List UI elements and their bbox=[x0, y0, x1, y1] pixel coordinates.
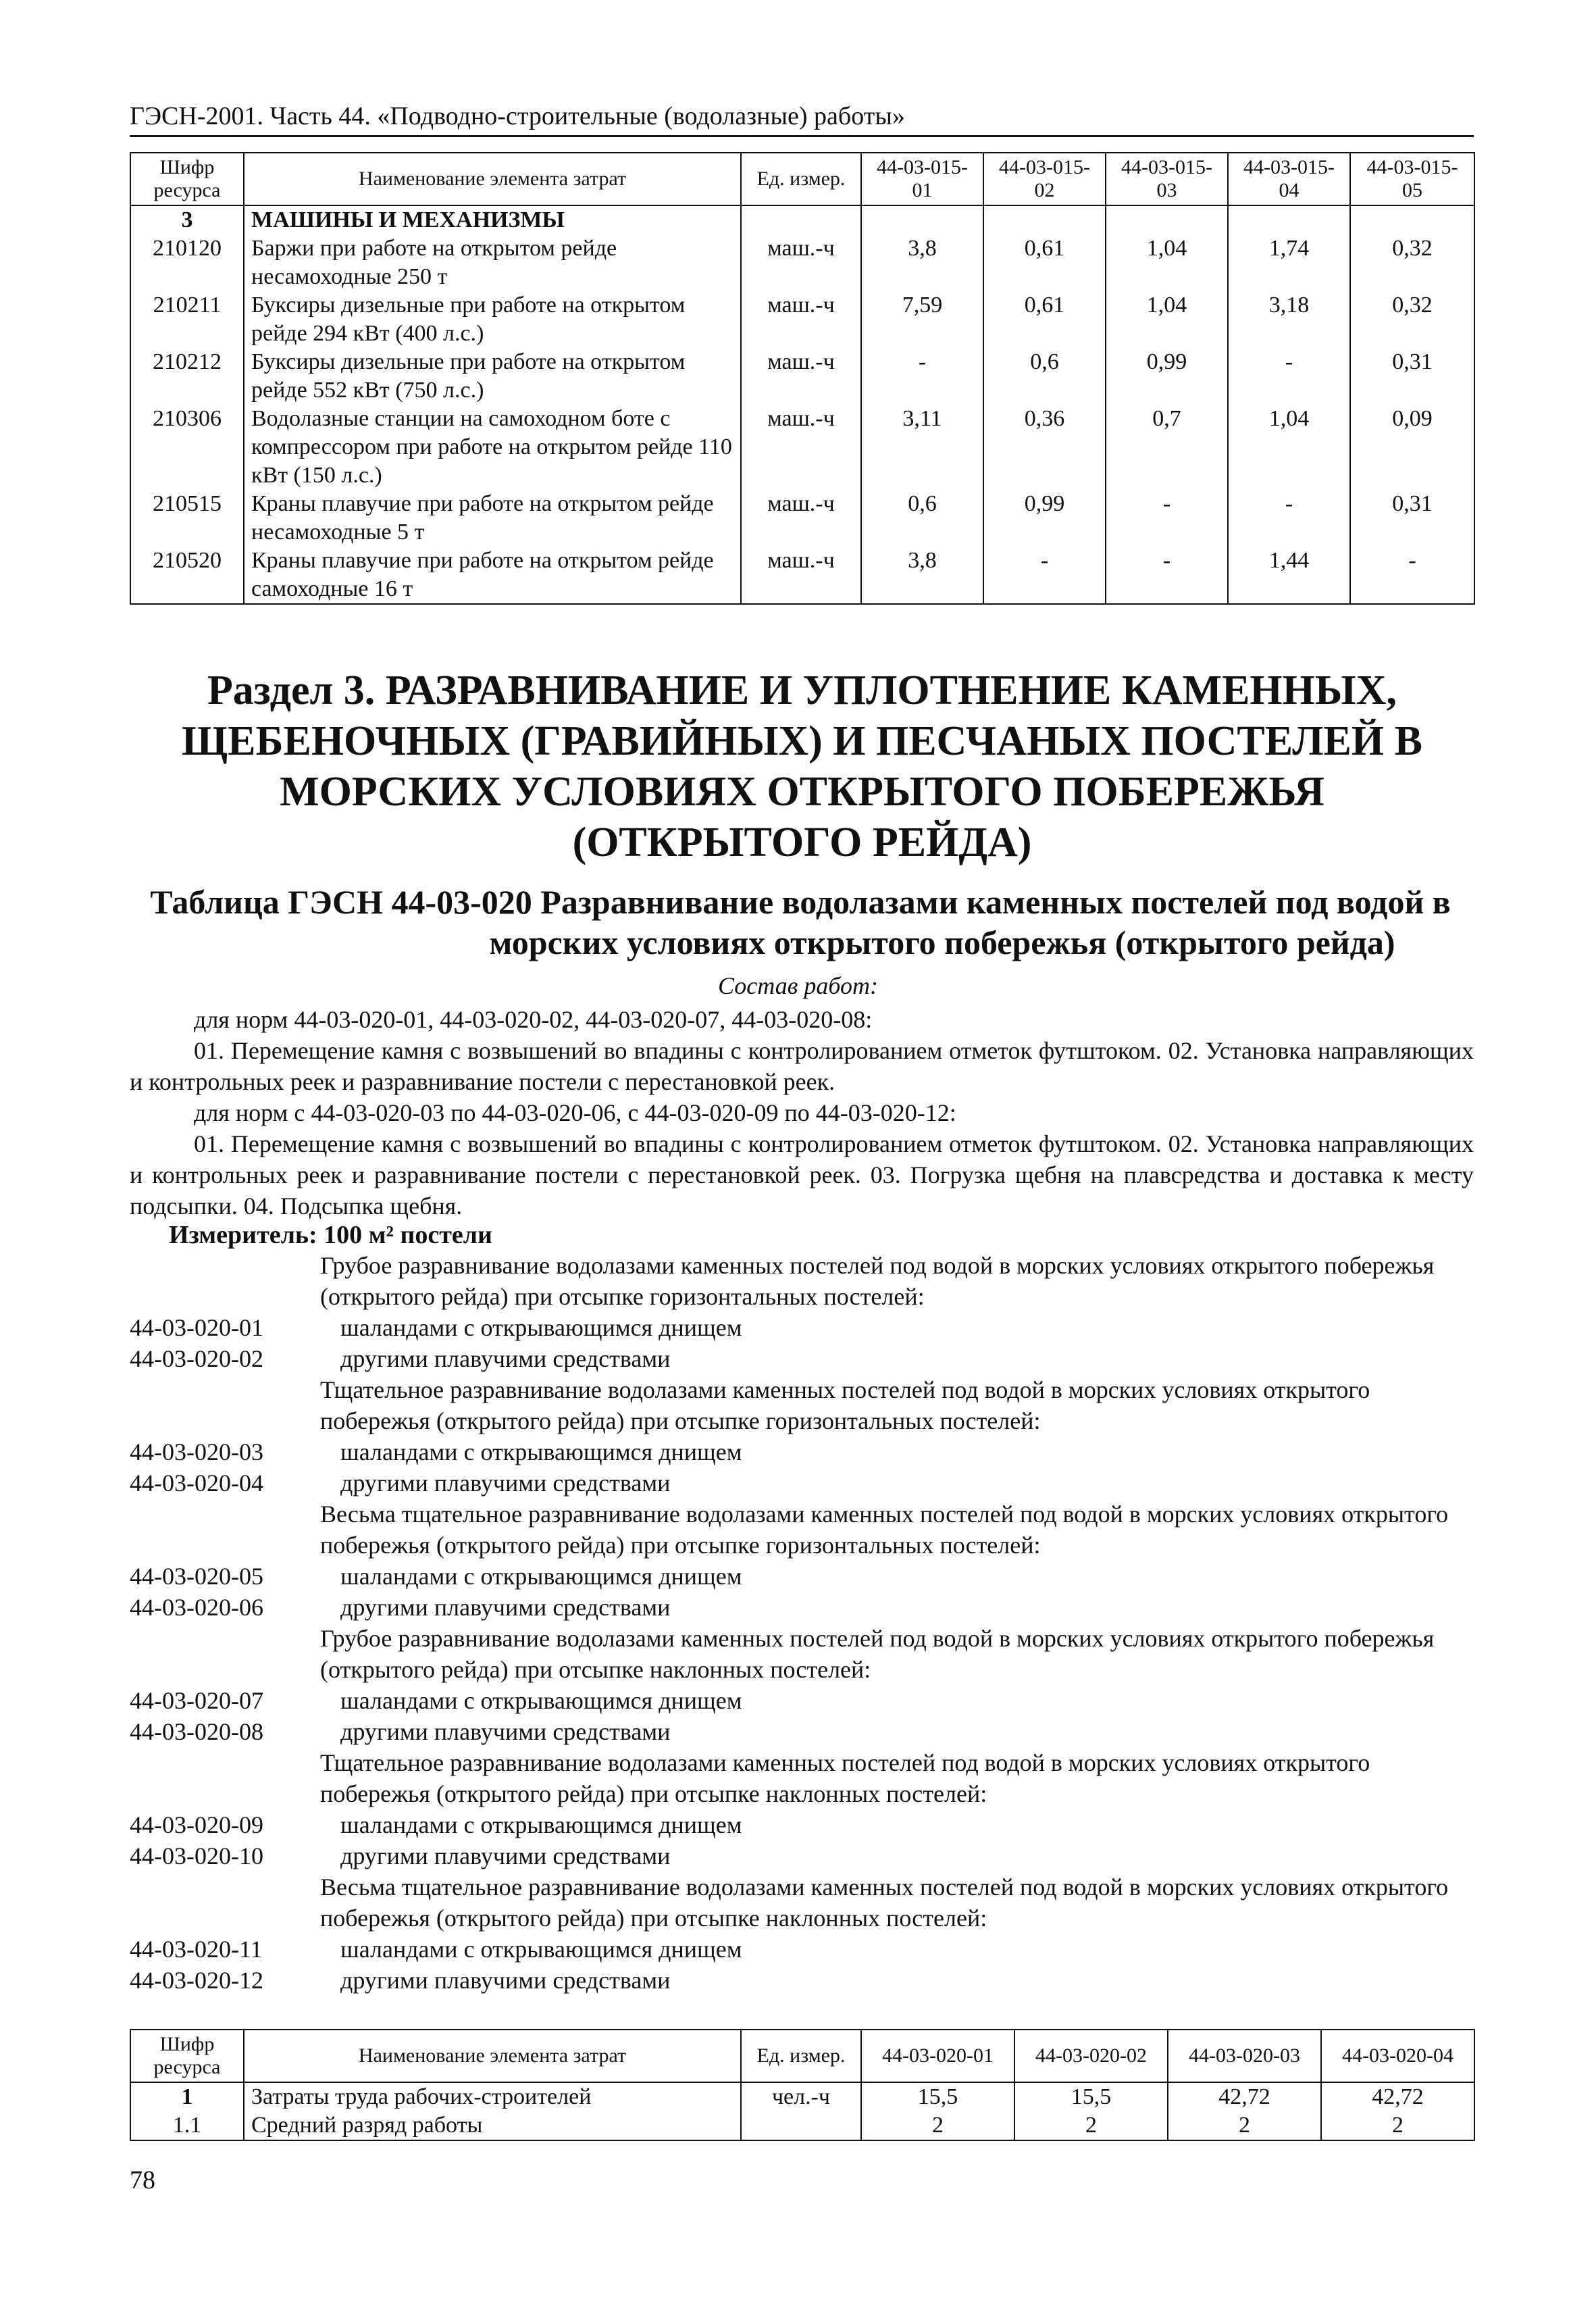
section-title: Раздел 3. РАЗРАВНИВАНИЕ И УПЛОТНЕНИЕ КАМЕННЫХ, ЩЕБЕНОЧНЫХ (ГРАВИЙНЫХ) И ПЕСЧАНЫХ ПОСТЕЛЕЙ В МОРСКИХ УСЛОВИЯХ ОТКРЫТОГО ПОБЕРЕЖЬЯ (ОТКРЫТОГО РЕЙДА) bbox=[182, 668, 1422, 865]
header-unit: Ед. измер. bbox=[741, 153, 861, 205]
resource-name: Водолазные станции на самоходном боте с компрессором при работе на открытом рейде 110 кВт (150 л.с.) bbox=[244, 405, 741, 490]
norm-code: 44-03-020-10 bbox=[130, 1842, 263, 1869]
list-item bbox=[130, 1467, 1474, 1499]
cell-value: 3,8 bbox=[861, 547, 983, 604]
cell-value: 0,61 bbox=[983, 291, 1106, 348]
norm-name: шаландами с открывающимся днищем bbox=[340, 1438, 742, 1465]
cell-value: 0,09 bbox=[1350, 405, 1474, 490]
list-item bbox=[130, 1312, 1474, 1343]
norm-name: шаландами с открывающимся днищем bbox=[340, 1687, 742, 1714]
resource-code: 210515 bbox=[130, 490, 244, 547]
header-norm: 44-03-020-03 bbox=[1168, 2030, 1321, 2082]
cell-value: 1,44 bbox=[1228, 547, 1350, 604]
composition-group-1-text: 01. Перемещение камня с возвышений во впадины с контролированием отметок футштоком. 02. Установка направляющих и контрольных реек и разравнивание постели с перестановкой реек. bbox=[130, 1037, 1474, 1095]
list-item bbox=[130, 1965, 1474, 1996]
norm-code: 44-03-020-12 bbox=[130, 1967, 263, 1994]
table-row bbox=[130, 405, 1474, 490]
norm-code: 44-03-020-08 bbox=[130, 1718, 263, 1745]
cell-value: 42,72 bbox=[1321, 2082, 1474, 2111]
cell-value: 0,99 bbox=[1106, 348, 1228, 405]
resource-code: 1 bbox=[130, 2082, 244, 2111]
table-title-line-2: морских условиях открытого побережья (открытого рейда) bbox=[489, 924, 1395, 961]
header-unit: Ед. измер. bbox=[741, 2030, 861, 2082]
resource-name: Буксиры дизельные при работе на открытом рейде 552 кВт (750 л.с.) bbox=[244, 348, 741, 405]
resource-unit: маш.-ч bbox=[741, 348, 861, 405]
header-cost-element: Наименование элемента затрат bbox=[244, 2030, 741, 2082]
resource-code: 210520 bbox=[130, 547, 244, 604]
header-norm: 44-03-015-02 bbox=[983, 153, 1106, 205]
cell-value: 15,5 bbox=[1014, 2082, 1168, 2111]
cell-value: - bbox=[1106, 490, 1228, 547]
norm-name: шаландами с открывающимся днищем bbox=[340, 1314, 742, 1341]
cell-value: - bbox=[1106, 547, 1228, 604]
norm-code: 44-03-020-11 bbox=[130, 1936, 263, 1963]
cell-value: 42,72 bbox=[1168, 2082, 1321, 2111]
header-resource-code: Шифр ресурса bbox=[130, 153, 244, 205]
cell-value: 2 bbox=[1321, 2111, 1474, 2140]
header-norm: 44-03-015-05 bbox=[1350, 153, 1474, 205]
cell-value: 0,99 bbox=[983, 490, 1106, 547]
cell-value: 0,32 bbox=[1350, 234, 1474, 291]
cell-value: 0,31 bbox=[1350, 348, 1474, 405]
list-item bbox=[130, 1561, 1474, 1592]
cell-value: 2 bbox=[861, 2111, 1014, 2140]
norm-group-description: Тщательное разравнивание водолазами каменных постелей под водой в морских условиях открытого побережья (открытого рейда) при отсыпке горизонтальных постелей: bbox=[320, 1376, 1370, 1434]
cell-value: 0,31 bbox=[1350, 490, 1474, 547]
norm-code: 44-03-020-09 bbox=[130, 1811, 263, 1838]
norm-name: другими плавучими средствами bbox=[340, 1594, 671, 1621]
header-cost-element: Наименование элемента затрат bbox=[244, 153, 741, 205]
norm-list bbox=[130, 1250, 1474, 1996]
norm-group-description: Весьма тщательное разравнивание водолазами каменных постелей под водой в морских условиях открытого побережья (открытого рейда) при отсыпке горизонтальных постелей: bbox=[320, 1501, 1449, 1559]
table-title bbox=[149, 882, 1452, 963]
resource-name: Затраты труда рабочих-строителей bbox=[244, 2082, 741, 2111]
resource-name: Краны плавучие при работе на открытом рейде самоходные 16 т bbox=[244, 547, 741, 604]
table-row bbox=[130, 234, 1474, 291]
list-item bbox=[130, 1685, 1474, 1716]
header-norm: 44-03-020-04 bbox=[1321, 2030, 1474, 2082]
table-row bbox=[130, 2111, 1474, 2140]
table-row bbox=[130, 547, 1474, 604]
cell-value: - bbox=[1228, 490, 1350, 547]
resource-code: 210211 bbox=[130, 291, 244, 348]
norm-code: 44-03-020-05 bbox=[130, 1563, 263, 1590]
resource-code: 1.1 bbox=[130, 2111, 244, 2140]
cell-value: 1,04 bbox=[1106, 291, 1228, 348]
header-norm: 44-03-015-03 bbox=[1106, 153, 1228, 205]
cell-value: - bbox=[1228, 348, 1350, 405]
resource-code: 210212 bbox=[130, 348, 244, 405]
measurer: Измеритель: 100 м² постели bbox=[169, 1221, 492, 1249]
norm-name: другими плавучими средствами bbox=[340, 1718, 671, 1745]
cell-value: 1,04 bbox=[1228, 405, 1350, 490]
norm-name: шаландами с открывающимся днищем bbox=[340, 1563, 742, 1590]
header-norm: 44-03-020-01 bbox=[861, 2030, 1014, 2082]
list-item bbox=[130, 1934, 1474, 1965]
table-row bbox=[130, 490, 1474, 547]
list-item bbox=[130, 1592, 1474, 1623]
header-norm: 44-03-020-02 bbox=[1014, 2030, 1168, 2082]
cell-value: 1,04 bbox=[1106, 234, 1228, 291]
page-number: 78 bbox=[130, 2166, 155, 2194]
header-norm: 44-03-015-04 bbox=[1228, 153, 1350, 205]
cell-value: 7,59 bbox=[861, 291, 983, 348]
cell-value: 0,6 bbox=[861, 490, 983, 547]
resource-unit: маш.-ч bbox=[741, 405, 861, 490]
norm-code: 44-03-020-07 bbox=[130, 1687, 263, 1714]
header-norm: 44-03-015-01 bbox=[861, 153, 983, 205]
cell-value: 1,74 bbox=[1228, 234, 1350, 291]
cell-value: 15,5 bbox=[861, 2082, 1014, 2111]
resource-name: Баржи при работе на открытом рейде несамоходные 250 т bbox=[244, 234, 741, 291]
norm-group-description: Весьма тщательное разравнивание водолазами каменных постелей под водой в морских условиях открытого побережья (открытого рейда) при отсыпке наклонных постелей: bbox=[320, 1873, 1449, 1932]
norm-code: 44-03-020-02 bbox=[130, 1345, 263, 1372]
table-row bbox=[130, 348, 1474, 405]
resource-code: 210120 bbox=[130, 234, 244, 291]
cell-value: 0,7 bbox=[1106, 405, 1228, 490]
norm-name: другими плавучими средствами bbox=[340, 1967, 671, 1994]
group-name: МАШИНЫ И МЕХАНИЗМЫ bbox=[244, 205, 741, 234]
resource-code: 210306 bbox=[130, 405, 244, 490]
list-item bbox=[130, 1436, 1474, 1467]
resource-name: Буксиры дизельные при работе на открытом рейде 294 кВт (400 л.с.) bbox=[244, 291, 741, 348]
machines-table bbox=[130, 152, 1475, 605]
cell-value: 0,32 bbox=[1350, 291, 1474, 348]
norm-code: 44-03-020-06 bbox=[130, 1594, 263, 1621]
cell-value: 2 bbox=[1014, 2111, 1168, 2140]
list-item bbox=[130, 1809, 1474, 1840]
norm-name: другими плавучими средствами bbox=[340, 1469, 671, 1496]
cell-value: 3,8 bbox=[861, 234, 983, 291]
cell-value: 0,36 bbox=[983, 405, 1106, 490]
composition-group-1-intro: для норм 44-03-020-01, 44-03-020-02, 44-03-020-07, 44-03-020-08: bbox=[194, 1006, 873, 1033]
composition-label: Состав работ: bbox=[718, 972, 878, 999]
norm-group-description: Грубое разравнивание водолазами каменных постелей под водой в морских условиях открытого побережья (открытого рейда) при отсыпке наклонных постелей: bbox=[320, 1625, 1435, 1683]
cell-value: - bbox=[983, 547, 1106, 604]
table-group-row bbox=[130, 205, 1474, 234]
composition-group-2-text: 01. Перемещение камня с возвышений во впадины с контролированием отметок футштоком. 02. Установка направляющих и контрольных реек и разравнивание постели с перестановкой реек. 03. Погрузка щебня на плавсредства и доставка к месту подсыпки. 04. Подсыпка щебня. bbox=[130, 1130, 1474, 1219]
cell-value: - bbox=[861, 348, 983, 405]
norm-group-description: Тщательное разравнивание водолазами каменных постелей под водой в морских условиях открытого побережья (открытого рейда) при отсыпке наклонных постелей: bbox=[320, 1749, 1370, 1807]
norm-name: шаландами с открывающимся днищем bbox=[340, 1811, 742, 1838]
group-code: 3 bbox=[130, 205, 244, 234]
composition-group-2-intro: для норм с 44-03-020-03 по 44-03-020-06, с 44-03-020-09 по 44-03-020-12: bbox=[194, 1099, 956, 1126]
list-item bbox=[130, 1343, 1474, 1374]
resource-unit: маш.-ч bbox=[741, 547, 861, 604]
norm-name: другими плавучими средствами bbox=[340, 1842, 671, 1869]
resource-name: Краны плавучие при работе на открытом рейде несамоходные 5 т bbox=[244, 490, 741, 547]
resource-unit: маш.-ч bbox=[741, 291, 861, 348]
norm-code: 44-03-020-03 bbox=[130, 1438, 263, 1465]
cell-value: 3,11 bbox=[861, 405, 983, 490]
labour-table bbox=[130, 2029, 1475, 2141]
resource-name: Средний разряд работы bbox=[244, 2111, 741, 2140]
cell-value: 2 bbox=[1168, 2111, 1321, 2140]
cell-value: 0,6 bbox=[983, 348, 1106, 405]
norm-code: 44-03-020-04 bbox=[130, 1469, 263, 1496]
resource-unit: маш.-ч bbox=[741, 490, 861, 547]
table-row bbox=[130, 2082, 1474, 2111]
cell-value: 0,61 bbox=[983, 234, 1106, 291]
cell-value: - bbox=[1350, 547, 1474, 604]
cell-value: 3,18 bbox=[1228, 291, 1350, 348]
running-header: ГЭСН-2001. Часть 44. «Подводно-строительные (водолазные) работы» bbox=[130, 101, 1474, 137]
norm-name: шаландами с открывающимся днищем bbox=[340, 1936, 742, 1963]
norm-name: другими плавучими средствами bbox=[340, 1345, 671, 1372]
header-resource-code: Шифр ресурса bbox=[130, 2030, 244, 2082]
norm-group-description: Грубое разравнивание водолазами каменных постелей под водой в морских условиях открытого побережья (открытого рейда) при отсыпке горизонтальных постелей: bbox=[320, 1252, 1435, 1310]
table-title-line-1: Таблица ГЭСН 44-03-020 Разравнивание водолазами каменных постелей под водой в bbox=[150, 883, 1451, 921]
resource-unit bbox=[741, 2111, 861, 2140]
norm-code: 44-03-020-01 bbox=[130, 1314, 263, 1341]
resource-unit: чел.-ч bbox=[741, 2082, 861, 2111]
resource-unit: маш.-ч bbox=[741, 234, 861, 291]
list-item bbox=[130, 1840, 1474, 1871]
table-row bbox=[130, 291, 1474, 348]
list-item bbox=[130, 1716, 1474, 1747]
